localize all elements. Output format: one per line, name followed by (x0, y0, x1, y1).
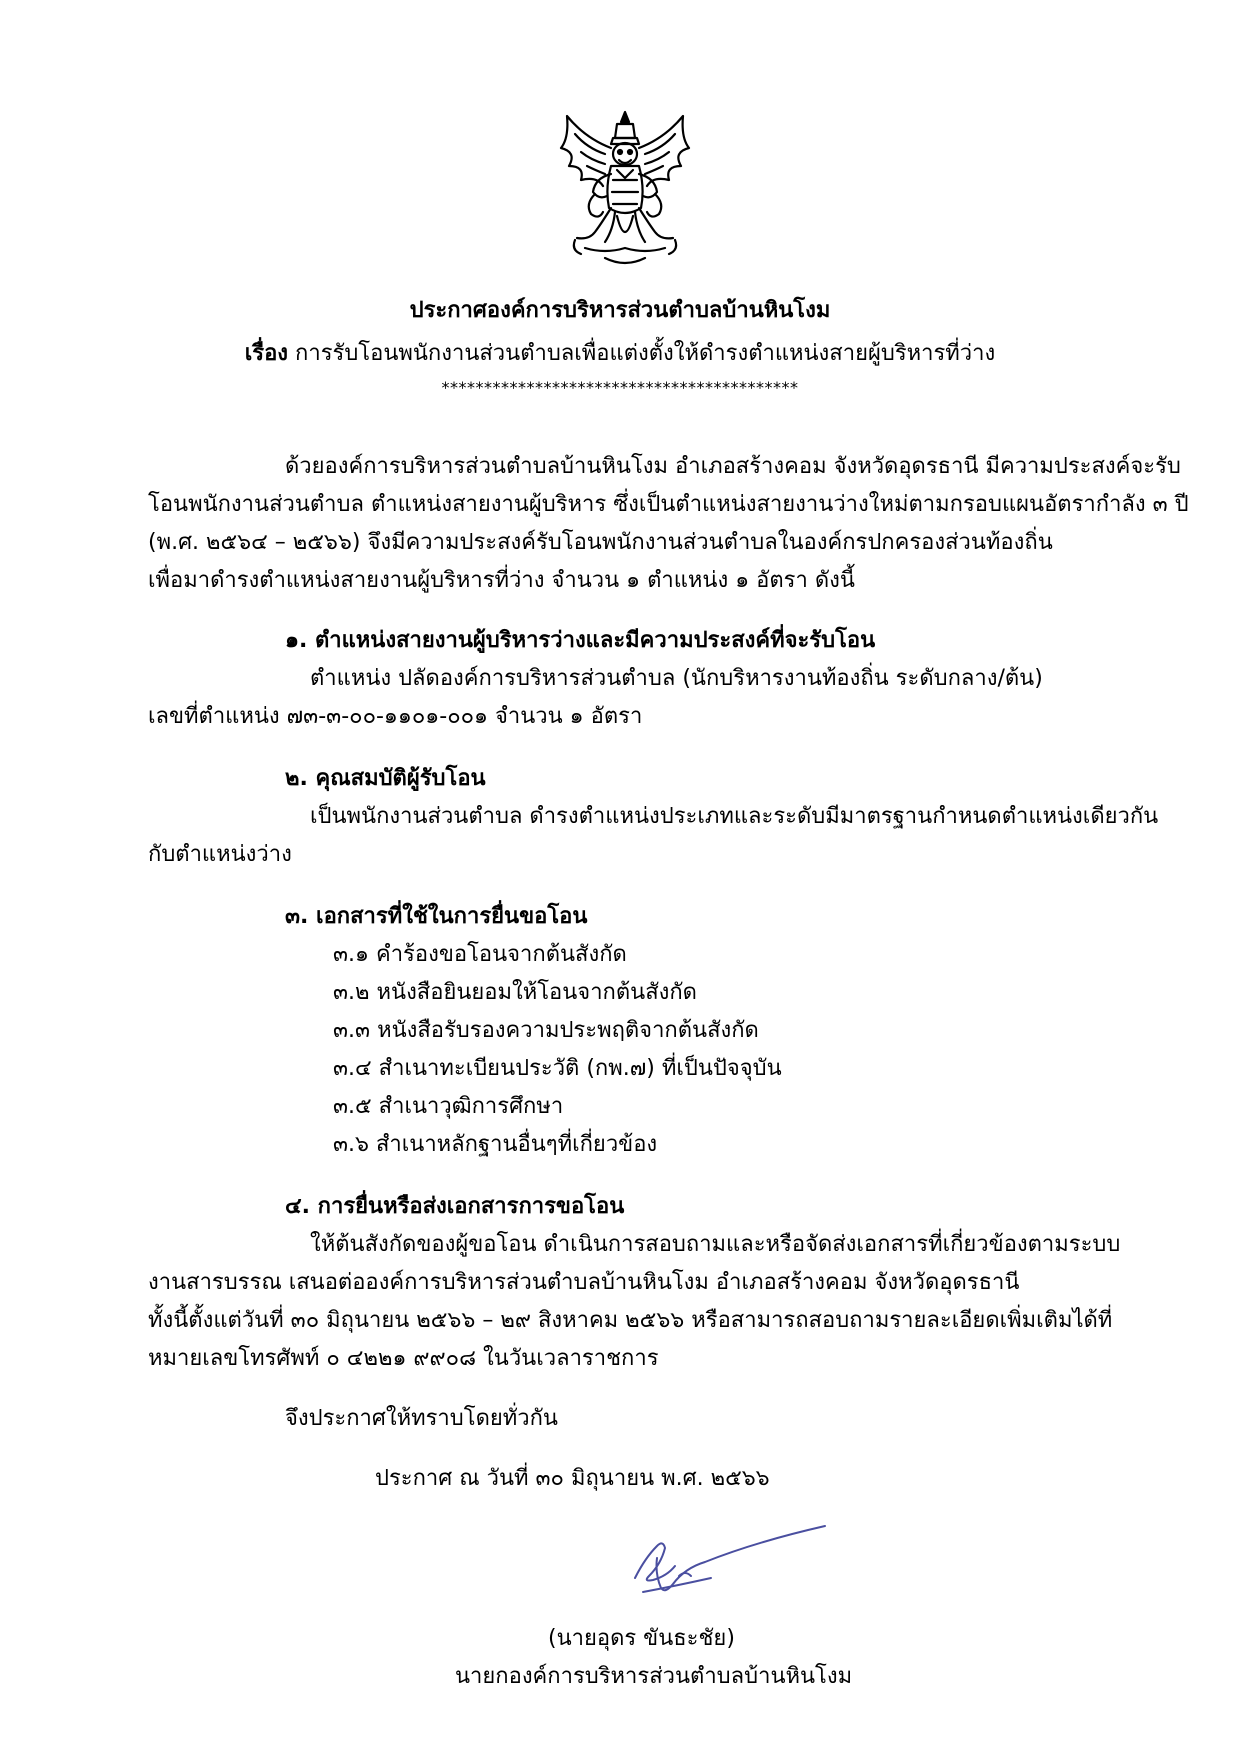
section-4-heading: ๔. การยื่นหรือส่งเอกสารการขอโอน (285, 1194, 625, 1219)
section-2-line-1: เป็นพนักงานส่วนตำบล ดำรงตำแหน่งประเภทและระดับมีมาตรฐานกำหนดตำแหน่งเดียวกัน (310, 804, 1159, 829)
section-1-heading: ๑. ตำแหน่งสายงานผู้บริหารว่างและมีความประสงค์ที่จะรับโอน (285, 628, 876, 653)
intro-line-3: (พ.ศ. ๒๕๖๔ – ๒๕๖๖) จึงมีความประสงค์รับโอนพนักงานส่วนตำบลในองค์กรปกครองส่วนท้องถิ่น (148, 530, 1053, 555)
document-item: ๓.๓ หนังสือรับรองความประพฤติจากต้นสังกัด (333, 1018, 759, 1043)
section-4-line-2: งานสารบรรณ เสนอต่อองค์การบริหารส่วนตำบลบ้านหินโงม อำเภอสร้างคอม จังหวัดอุดรธานี (148, 1270, 1020, 1295)
section-2-heading: ๒. คุณสมบัติผู้รับโอน (285, 766, 486, 791)
divider: ****************************************** (441, 378, 799, 397)
subject-line (0, 335, 1240, 370)
document-item: ๓.๔ สำเนาทะเบียนประวัติ (กพ.๗) ที่เป็นปัจจุบัน (333, 1056, 782, 1081)
signature-icon (615, 1518, 830, 1603)
signer-name: (นายอุดร ขันธะชัย) (548, 1626, 735, 1651)
document-item: ๓.๒ หนังสือยินยอมให้โอนจากต้นสังกัด (333, 980, 697, 1005)
section-4-line-1: ให้ต้นสังกัดของผู้ขอโอน ดำเนินการสอบถามและหรือจัดส่งเอกสารที่เกี่ยวข้องตามระบบ (310, 1232, 1121, 1257)
intro-line-2: โอนพนักงานส่วนตำบล ตำแหน่งสายงานผู้บริหาร ซึ่งเป็นตำแหน่งสายงานว่างใหม่ตามกรอบแผนอัตรากำลัง ๓ ปี (148, 492, 1189, 517)
signer-position: นายกองค์การบริหารส่วนตำบลบ้านหินโงม (455, 1664, 853, 1689)
intro-line-1: ด้วยองค์การบริหารส่วนตำบลบ้านหินโงม อำเภอสร้างคอม จังหวัดอุดรธานี มีความประสงค์จะรับ (285, 454, 1181, 479)
section-1-line-1: ตำแหน่ง ปลัดองค์การบริหารส่วนตำบล (นักบริหารงานท้องถิ่น ระดับกลาง/ต้น) (310, 666, 1043, 691)
subject-text: การรับโอนพนักงานส่วนตำบลเพื่อแต่งตั้งให้ดำรงตำแหน่งสายผู้บริหารที่ว่าง (295, 341, 996, 366)
closing-notice: จึงประกาศให้ทราบโดยทั่วกัน (285, 1406, 558, 1431)
subject-label: เรื่อง (244, 341, 289, 366)
section-2-line-2: กับตำแหน่งว่าง (148, 842, 292, 867)
document-item: ๓.๑ คำร้องขอโอนจากต้นสังกัด (333, 942, 627, 967)
announcement-date: ประกาศ ณ วันที่ ๓๐ มิถุนายน พ.ศ. ๒๕๖๖ (375, 1466, 770, 1491)
section-3-heading: ๓. เอกสารที่ใช้ในการยื่นขอโอน (285, 904, 588, 929)
announcement-title: ประกาศองค์การบริหารส่วนตำบลบ้านหินโงม (409, 298, 831, 323)
document-item: ๓.๖ สำเนาหลักฐานอื่นๆที่เกี่ยวข้อง (333, 1132, 658, 1157)
section-4-line-3: ทั้งนี้ตั้งแต่วันที่ ๓๐ มิถุนายน ๒๕๖๖ – ๒๙ สิงหาคม ๒๕๖๖ หรือสามารถสอบถามรายละเอียดเพิ่มเติมได้ที่ (148, 1308, 1113, 1333)
intro-line-4: เพื่อมาดำรงตำแหน่งสายงานผู้บริหารที่ว่าง จำนวน ๑ ตำแหน่ง ๑ อัตรา ดังนี้ (148, 568, 855, 593)
section-4-line-4: หมายเลขโทรศัพท์ ๐ ๔๒๒๑ ๙๙๐๘ ในวันเวลาราชการ (148, 1346, 659, 1371)
section-1-line-2: เลขที่ตำแหน่ง ๗๓-๓-๐๐-๑๑๐๑-๐๐๑ จำนวน ๑ อัตรา (148, 704, 643, 729)
garuda-emblem-icon (555, 108, 695, 273)
document-item: ๓.๕ สำเนาวุฒิการศึกษา (333, 1094, 564, 1119)
